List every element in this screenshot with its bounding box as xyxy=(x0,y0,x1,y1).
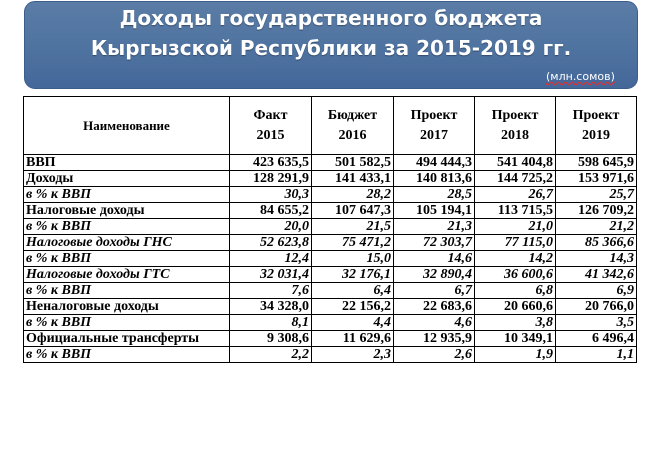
table-row: в % к ВВП 20,0 21,5 21,3 21,0 21,2 xyxy=(24,219,637,235)
table-header-row xyxy=(24,97,637,155)
header-col-2017: Проект 2017 xyxy=(394,97,475,155)
header-name: Наименование xyxy=(24,97,230,155)
table-row: ВВП 423 635,5 501 582,5 494 444,3 541 404,8 598 645,9 xyxy=(24,155,637,171)
table-row: Налоговые доходы ГТС 32 031,4 32 176,1 32 890,4 36 600,6 41 342,6 xyxy=(24,267,637,283)
header-col-2019: Проект 2019 xyxy=(556,97,637,155)
table-row: Налоговые доходы ГНС 52 623,8 75 471,2 72 303,7 77 115,0 85 366,6 xyxy=(24,235,637,251)
table-row: Официальные трансферты 9 308,6 11 629,6 12 935,9 10 349,1 6 496,4 xyxy=(24,331,637,347)
table-row: Неналоговые доходы 34 328,0 22 156,2 22 683,6 20 660,6 20 766,0 xyxy=(24,299,637,315)
table-row: Налоговые доходы 84 655,2 107 647,3 105 194,1 113 715,5 126 709,2 xyxy=(24,203,637,219)
table-row: в % к ВВП 8,1 4,4 4,6 3,8 3,5 xyxy=(24,315,637,331)
table-row: в % к ВВП 30,3 28,2 28,5 26,7 25,7 xyxy=(24,187,637,203)
header-col-2015: Факт 2015 xyxy=(230,97,312,155)
table-row: в % к ВВП 7,6 6,4 6,7 6,8 6,9 xyxy=(24,283,637,299)
title-banner xyxy=(24,1,638,89)
title-line-1: Доходы государственного бюджета xyxy=(119,6,543,30)
table-row: Доходы 128 291,9 141 433,1 140 813,6 144 725,2 153 971,6 xyxy=(24,171,637,187)
budget-table xyxy=(23,96,637,363)
table-row: в % к ВВП 2,2 2,3 2,6 1,9 1,1 xyxy=(24,347,637,363)
title-line-2: Кыргызской Республики за 2015-2019 гг. xyxy=(90,36,572,60)
units-label: (млн.сомов) xyxy=(546,70,615,83)
table-row: в % к ВВП 12,4 15,0 14,6 14,2 14,3 xyxy=(24,251,637,267)
header-col-2016: Бюджет 2016 xyxy=(312,97,394,155)
header-col-2018: Проект 2018 xyxy=(475,97,556,155)
